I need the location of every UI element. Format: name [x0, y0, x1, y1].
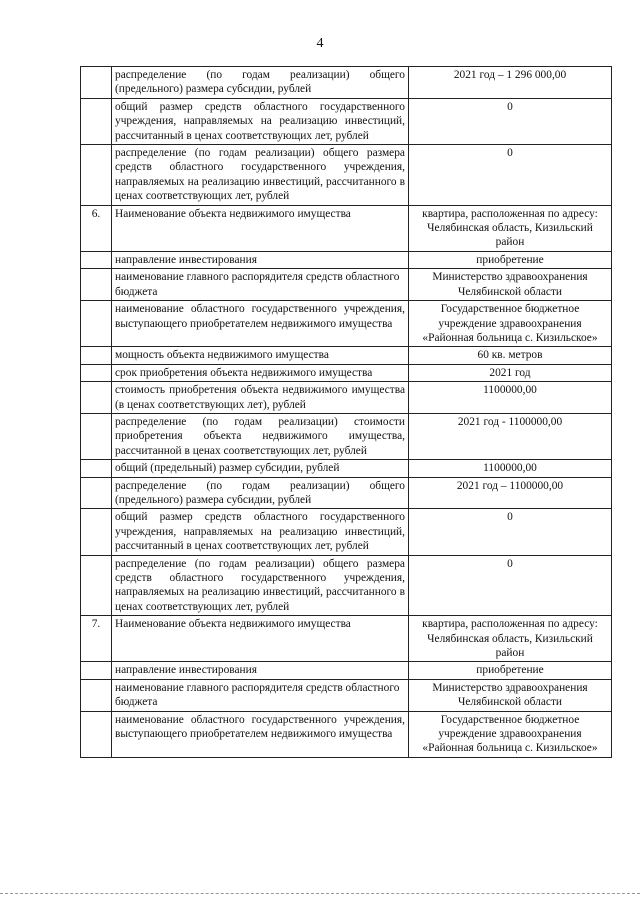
row-label: распределение (по годам реализации) общего (предельного) размера субсидии, рублей [112, 477, 409, 509]
row-value: 0 [409, 555, 612, 616]
table-row [81, 205, 612, 251]
row-number: 6. [81, 205, 112, 251]
row-label: наименование главного распорядителя средств областного бюджета [112, 679, 409, 711]
row-value: квартира, расположенная по адресу: Челябинская область, Кизильский район [409, 205, 612, 251]
row-number [81, 269, 112, 301]
table-row [81, 509, 612, 555]
row-number [81, 555, 112, 616]
row-number: 7. [81, 616, 112, 662]
table-row [81, 413, 612, 459]
row-label: общий размер средств областного государственного учреждения, направляемых на реализацию инвестиций, рассчитанный в ценах соответствующих лет, рублей [112, 98, 409, 144]
row-value: 2021 год [409, 364, 612, 381]
row-number [81, 477, 112, 509]
row-number [81, 413, 112, 459]
row-label: общий размер средств областного государственного учреждения, направляемых на реализацию инвестиций, рассчитанный в ценах соответствующих лет, рублей [112, 509, 409, 555]
row-value: 1100000,00 [409, 460, 612, 477]
row-value: 0 [409, 509, 612, 555]
row-label: стоимость приобретения объекта недвижимого имущества (в ценах соответствующих лет), рублей [112, 382, 409, 414]
table-row [81, 679, 612, 711]
table-row [81, 460, 612, 477]
row-value: 2021 год - 1100000,00 [409, 413, 612, 459]
table-row [81, 616, 612, 662]
row-number [81, 460, 112, 477]
table-row [81, 662, 612, 679]
row-number [81, 347, 112, 364]
row-value: квартира, расположенная по адресу: Челябинская область, Кизильский район [409, 616, 612, 662]
table-row [81, 364, 612, 381]
row-value: Государственное бюджетное учреждение здравоохранения «Районная больница с. Кизильское» [409, 711, 612, 757]
subsidy-table-body [81, 67, 612, 758]
row-label: направление инвестирования [112, 251, 409, 268]
table-row [81, 67, 612, 99]
row-label: Наименование объекта недвижимого имущества [112, 205, 409, 251]
row-number [81, 145, 112, 206]
row-number [81, 711, 112, 757]
row-value: приобретение [409, 662, 612, 679]
table-row [81, 477, 612, 509]
table-row [81, 269, 612, 301]
row-value: 60 кв. метров [409, 347, 612, 364]
row-value: 0 [409, 145, 612, 206]
table-row [81, 145, 612, 206]
subsidy-table [80, 66, 612, 758]
row-label: распределение (по годам реализации) стоимости приобретения объекта недвижимого имущества, рассчитанной в ценах соответствующих лет, рублей [112, 413, 409, 459]
row-number [81, 364, 112, 381]
table-row [81, 382, 612, 414]
table-row [81, 251, 612, 268]
table-row [81, 555, 612, 616]
row-label: Наименование объекта недвижимого имущества [112, 616, 409, 662]
row-number [81, 301, 112, 347]
row-label: распределение (по годам реализации) общего размера средств областного государственного учреждения, направляемых на реализацию инвестиций, рассчитанного в ценах соответствующих лет, рублей [112, 555, 409, 616]
row-value: Министерство здравоохранения Челябинской области [409, 679, 612, 711]
table-row [81, 711, 612, 757]
row-value: 2021 год – 1100000,00 [409, 477, 612, 509]
row-value: 1100000,00 [409, 382, 612, 414]
row-value: 2021 год – 1 296 000,00 [409, 67, 612, 99]
row-label: распределение (по годам реализации) общего размера средств областного государственного учреждения, направляемых на реализацию инвестиций, рассчитанного в ценах соответствующих лет, рублей [112, 145, 409, 206]
row-number [81, 67, 112, 99]
row-number [81, 662, 112, 679]
row-label: распределение (по годам реализации) общего (предельного) размера субсидии, рублей [112, 67, 409, 99]
bottom-rule [0, 893, 640, 894]
row-value: 0 [409, 98, 612, 144]
row-value: приобретение [409, 251, 612, 268]
row-number [81, 98, 112, 144]
table-row [81, 347, 612, 364]
row-label: наименование областного государственного учреждения, выступающего приобретателем недвижимого имущества [112, 301, 409, 347]
row-label: мощность объекта недвижимого имущества [112, 347, 409, 364]
row-label: наименование главного распорядителя средств областного бюджета [112, 269, 409, 301]
row-label: наименование областного государственного учреждения, выступающего приобретателем недвижимого имущества [112, 711, 409, 757]
row-label: направление инвестирования [112, 662, 409, 679]
row-number [81, 251, 112, 268]
row-value: Министерство здравоохранения Челябинской области [409, 269, 612, 301]
table-row [81, 301, 612, 347]
row-number [81, 679, 112, 711]
row-label: срок приобретения объекта недвижимого имущества [112, 364, 409, 381]
row-number [81, 382, 112, 414]
row-number [81, 509, 112, 555]
row-value: Государственное бюджетное учреждение здравоохранения «Районная больница с. Кизильское» [409, 301, 612, 347]
table-row [81, 98, 612, 144]
row-label: общий (предельный) размер субсидии, рублей [112, 460, 409, 477]
page-number: 4 [316, 36, 324, 51]
